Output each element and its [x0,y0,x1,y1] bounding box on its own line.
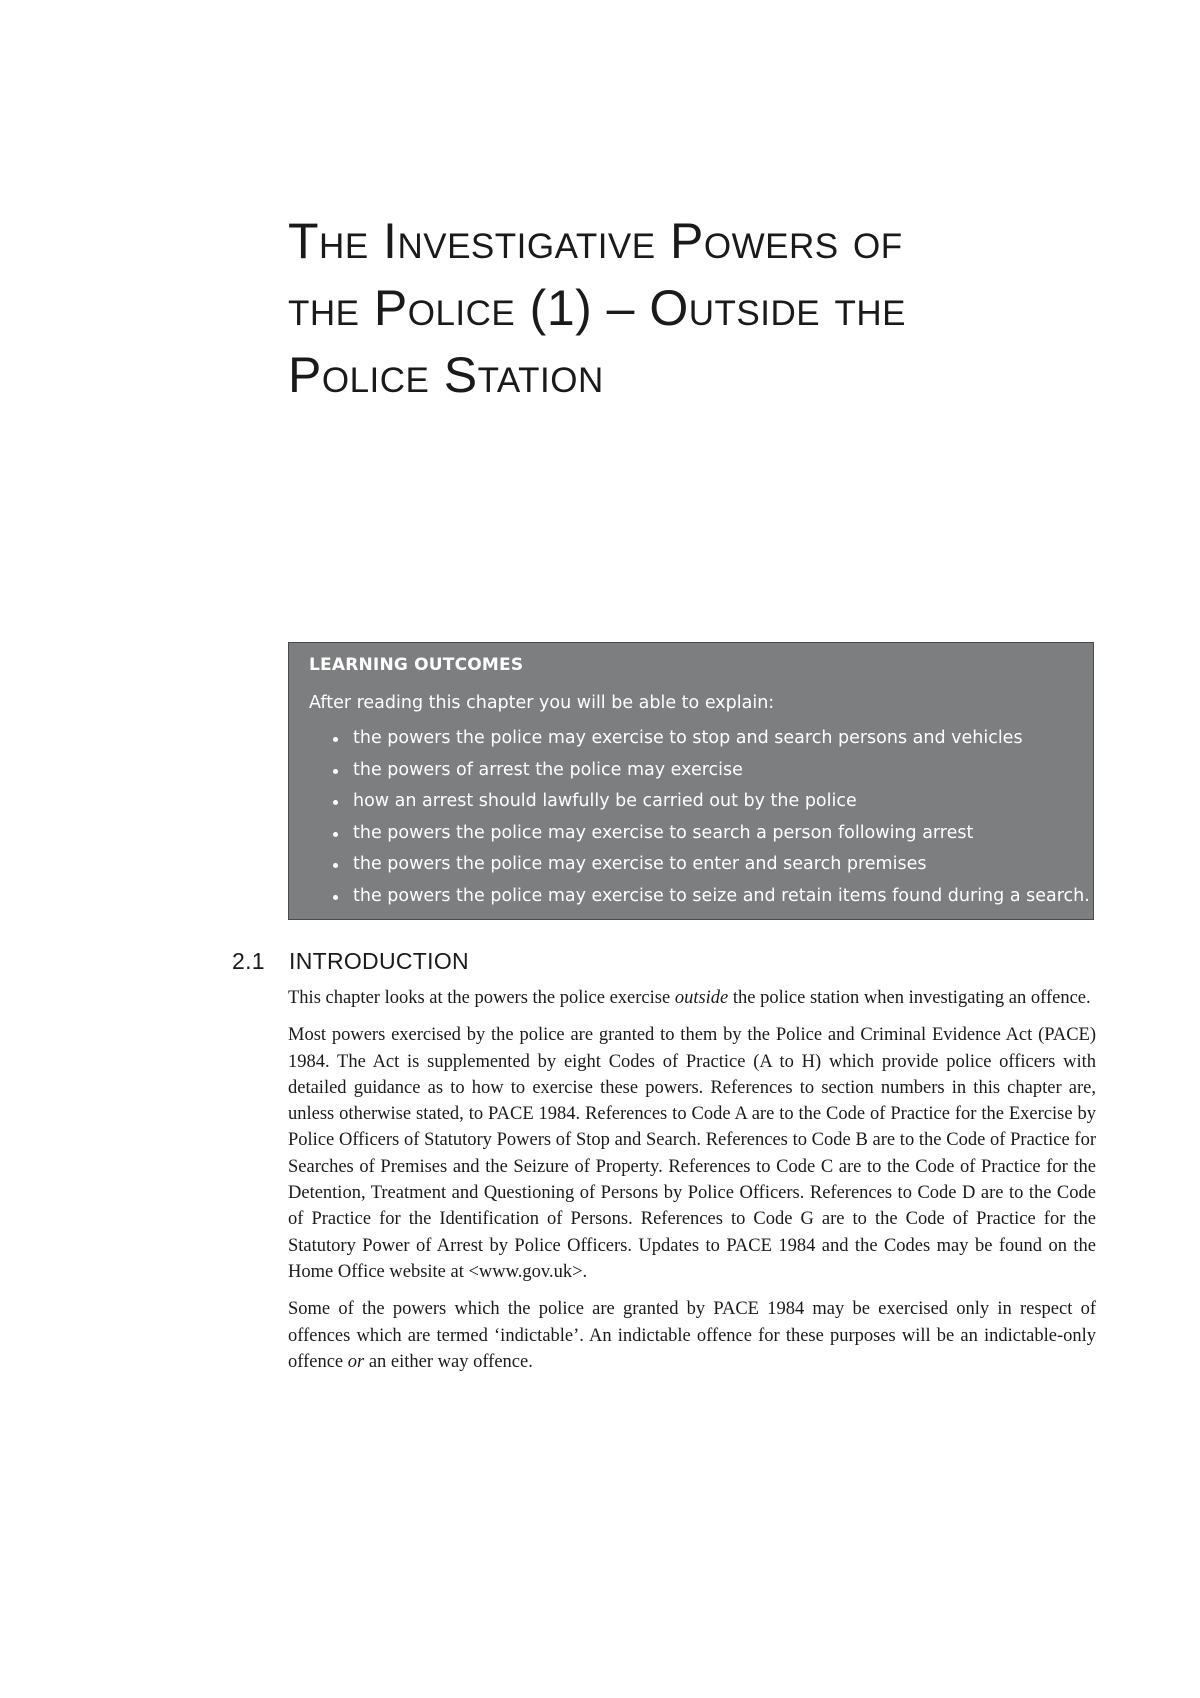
learning-outcome-item: the powers the police may exercise to stop and search persons and vehicles [331,723,1073,755]
text-run: This chapter looks at the powers the police exercise [288,988,675,1008]
chapter-title-line: Police Station [288,347,604,403]
learning-outcome-item: the powers of arrest the police may exercise [331,755,1073,787]
learning-outcomes-intro: After reading this chapter you will be able to explain: [309,693,775,713]
section-heading [232,946,469,976]
chapter-title-line: The Investigative Powers of [288,213,903,269]
learning-outcomes-list [309,723,1090,912]
text-run: Some of the powers which the police are granted by PACE 1984 may be exercised only in respect of offences which are termed ‘indictable’. An indictable offence for these purposes will be an indictable-only offence [288,1299,1096,1372]
body-paragraph [288,985,1096,1011]
chapter-title [288,208,1088,409]
section-body [288,985,1096,1386]
body-paragraph [288,1296,1096,1375]
emphasis-text: outside [674,988,729,1008]
section-title: INTRODUCTION [289,948,469,974]
learning-outcome-item: the powers the police may exercise to seize and retain items found during a search. [331,881,1073,913]
section-number: 2.1 [232,948,265,974]
text-run: an either way offence. [364,1351,533,1372]
learning-outcome-item: the powers the police may exercise to search a person following arrest [331,818,1073,850]
emphasis-text: or [347,1351,365,1372]
learning-outcome-item: the powers the police may exercise to enter and search premises [331,849,1073,881]
body-paragraph: Most powers exercised by the police are granted to them by the Police and Criminal Evidence Act (PACE) 1984. The Act is supplemented by eight Codes of Practice (A to H) which provide police officers with detailed guidance as to how to exercise these powers. References to section numbers in this chapter are, unless otherwise stated, to PACE 1984. References to Code A are to the Code of Practice for the Exercise by Police Officers of Statutory Powers of Stop and Search. References to Code B are to the Code of Practice for Searches of Premises and the Seizure of Property. References to Code C are to the Code of Practice for the Detention, Treatment and Questioning of Persons by Police Officers. References to Code D are to the Code of Practice for the Identification of Persons. References to Code G are to the Code of Practice for the Statutory Power of Arrest by Police Officers. Updates to PACE 1984 and the Codes may be found on the Home Office website at <www.gov.uk>. [288,1025,1096,1282]
learning-outcomes-box [288,642,1094,920]
chapter-title-line: the Police (1) – Outside the [288,280,906,336]
learning-outcome-item: how an arrest should lawfully be carried out by the police [331,786,1073,818]
learning-outcomes-heading: LEARNING OUTCOMES [309,655,524,675]
text-run: the police station when investigating an offence. [728,988,1091,1008]
